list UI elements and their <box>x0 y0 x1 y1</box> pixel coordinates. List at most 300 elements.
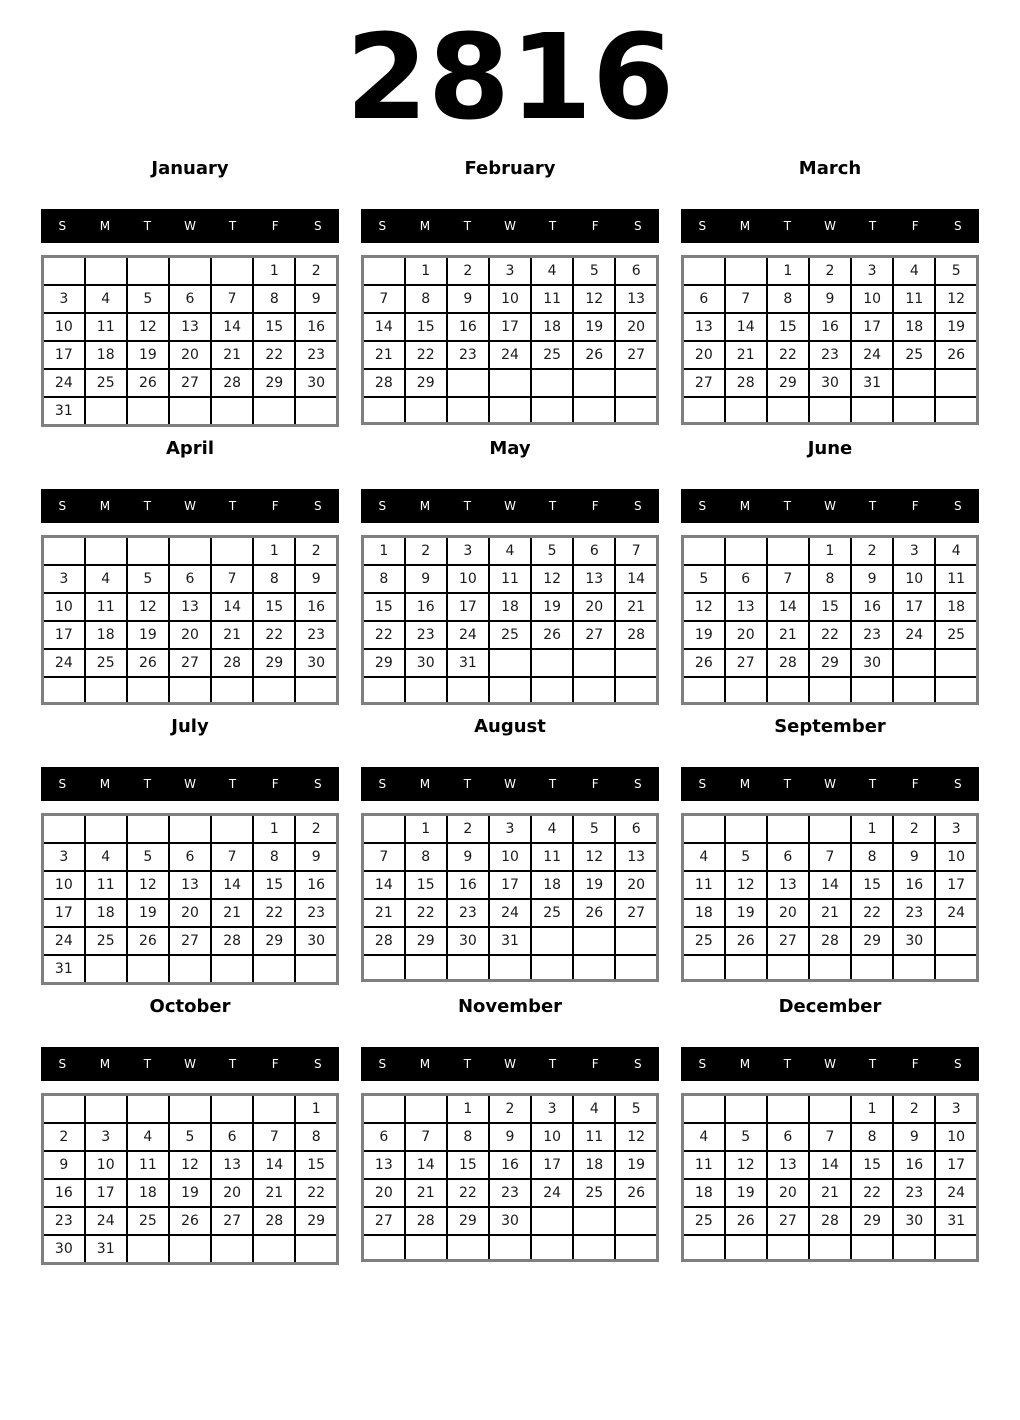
weekday-label: W <box>184 219 196 234</box>
empty-day-cell <box>489 649 531 677</box>
day-cell: 17 <box>935 871 977 899</box>
week-row <box>683 927 978 955</box>
week-row <box>683 843 978 871</box>
weekday-label: F <box>271 219 279 234</box>
month-block <box>681 155 979 427</box>
day-cell: 7 <box>767 565 809 593</box>
weekday-label: S <box>953 219 962 234</box>
day-cell: 21 <box>725 341 767 369</box>
day-cell: 8 <box>253 565 295 593</box>
weekday-label: W <box>824 219 836 234</box>
weekday-label: T <box>143 219 152 234</box>
day-cell: 26 <box>615 1179 657 1207</box>
day-cell: 7 <box>363 285 405 313</box>
empty-day-cell <box>935 397 977 423</box>
day-cell: 14 <box>211 313 253 341</box>
day-cell: 25 <box>127 1207 169 1235</box>
weekday-label: T <box>228 1056 237 1071</box>
day-cell: 10 <box>85 1151 127 1179</box>
day-cell: 7 <box>363 843 405 871</box>
day-cell: 8 <box>253 285 295 313</box>
week-row <box>683 369 978 397</box>
day-cell: 8 <box>809 565 851 593</box>
empty-day-cell <box>363 257 405 286</box>
day-cell: 23 <box>489 1179 531 1207</box>
day-cell: 4 <box>531 814 573 843</box>
day-cell: 3 <box>43 285 85 313</box>
empty-day-cell <box>809 1094 851 1123</box>
week-row <box>363 593 658 621</box>
day-cell: 29 <box>295 1207 337 1235</box>
day-cell: 17 <box>851 313 893 341</box>
empty-day-cell <box>489 1235 531 1261</box>
day-cell: 23 <box>405 621 447 649</box>
weekday-label: M <box>99 499 111 514</box>
empty-day-cell <box>447 369 489 397</box>
day-cell: 10 <box>851 285 893 313</box>
weekday-label: T <box>463 776 472 791</box>
day-cell: 29 <box>253 927 295 955</box>
weekday-label: S <box>58 1056 67 1071</box>
weekday-label: T <box>783 1056 792 1071</box>
day-cell: 15 <box>809 593 851 621</box>
day-cell: 23 <box>447 341 489 369</box>
empty-day-cell <box>211 257 253 286</box>
weekday-label: S <box>633 1056 642 1071</box>
empty-day-cell <box>615 1235 657 1261</box>
day-cell: 30 <box>295 927 337 955</box>
empty-day-cell <box>573 677 615 703</box>
week-row <box>683 397 978 423</box>
empty-day-cell <box>683 257 725 286</box>
month-block <box>681 713 979 985</box>
day-cell: 8 <box>447 1123 489 1151</box>
day-cell: 16 <box>447 313 489 341</box>
day-cell: 20 <box>169 621 211 649</box>
week-row <box>43 1207 338 1235</box>
empty-day-cell <box>573 369 615 397</box>
day-cell: 10 <box>893 565 935 593</box>
empty-day-cell <box>253 397 295 426</box>
week-row <box>43 871 338 899</box>
empty-day-cell <box>211 677 253 703</box>
day-cell: 10 <box>43 313 85 341</box>
day-cell: 23 <box>447 899 489 927</box>
day-cell: 2 <box>893 1094 935 1123</box>
day-cell: 28 <box>211 927 253 955</box>
day-cell: 19 <box>127 621 169 649</box>
empty-day-cell <box>683 677 725 703</box>
day-cell: 1 <box>851 1094 893 1123</box>
weekday-label: F <box>271 499 279 514</box>
empty-day-cell <box>851 955 893 981</box>
empty-day-cell <box>573 955 615 981</box>
month-days-table <box>681 535 979 705</box>
empty-day-cell <box>615 369 657 397</box>
day-cell: 10 <box>531 1123 573 1151</box>
month-block <box>681 435 979 705</box>
day-cell: 8 <box>405 843 447 871</box>
month-title: October <box>149 995 231 1017</box>
weekday-label: M <box>739 1056 751 1071</box>
weekday-header <box>681 209 979 243</box>
weekday-label: T <box>463 219 472 234</box>
day-cell: 24 <box>531 1179 573 1207</box>
weekday-label: T <box>463 499 472 514</box>
empty-day-cell <box>295 1235 337 1264</box>
day-cell: 14 <box>211 593 253 621</box>
weekday-label: T <box>143 1056 152 1071</box>
empty-day-cell <box>935 369 977 397</box>
week-row <box>363 871 658 899</box>
empty-day-cell <box>363 955 405 981</box>
weekday-label: M <box>99 776 111 791</box>
day-cell: 25 <box>893 341 935 369</box>
day-cell: 26 <box>725 1207 767 1235</box>
day-cell: 31 <box>447 649 489 677</box>
day-cell: 7 <box>809 1123 851 1151</box>
day-cell: 16 <box>447 871 489 899</box>
day-cell: 5 <box>615 1094 657 1123</box>
weekday-label: S <box>698 219 707 234</box>
week-row <box>363 927 658 955</box>
day-cell: 27 <box>573 621 615 649</box>
day-cell: 16 <box>893 871 935 899</box>
day-cell: 29 <box>363 649 405 677</box>
week-row <box>43 927 338 955</box>
day-cell: 11 <box>893 285 935 313</box>
day-cell: 8 <box>253 843 295 871</box>
day-cell: 15 <box>253 593 295 621</box>
empty-day-cell <box>127 1094 169 1123</box>
day-cell: 6 <box>169 843 211 871</box>
day-cell: 18 <box>85 899 127 927</box>
empty-day-cell <box>169 537 211 566</box>
day-cell: 15 <box>253 313 295 341</box>
weekday-label: F <box>911 776 919 791</box>
day-cell: 19 <box>573 871 615 899</box>
day-cell: 30 <box>295 369 337 397</box>
day-cell: 31 <box>43 955 85 984</box>
calendar-page <box>0 8 1020 1265</box>
day-cell: 1 <box>447 1094 489 1123</box>
day-cell: 11 <box>573 1123 615 1151</box>
day-cell: 18 <box>127 1179 169 1207</box>
empty-day-cell <box>767 397 809 423</box>
day-cell: 22 <box>851 1179 893 1207</box>
day-cell: 9 <box>295 565 337 593</box>
month-block <box>41 435 339 705</box>
day-cell: 27 <box>211 1207 253 1235</box>
empty-day-cell <box>725 677 767 703</box>
day-cell: 13 <box>211 1151 253 1179</box>
day-cell: 26 <box>127 649 169 677</box>
day-cell: 6 <box>615 257 657 286</box>
day-cell: 21 <box>363 341 405 369</box>
weekday-label: T <box>868 499 877 514</box>
empty-day-cell <box>851 1235 893 1261</box>
empty-day-cell <box>893 677 935 703</box>
weekday-label: F <box>591 499 599 514</box>
empty-day-cell <box>725 955 767 981</box>
day-cell: 10 <box>935 1123 977 1151</box>
day-cell: 21 <box>767 621 809 649</box>
day-cell: 17 <box>85 1179 127 1207</box>
day-cell: 5 <box>725 1123 767 1151</box>
day-cell: 1 <box>363 537 405 566</box>
weekday-label: W <box>824 499 836 514</box>
day-cell: 4 <box>893 257 935 286</box>
week-row <box>43 565 338 593</box>
day-cell: 24 <box>43 369 85 397</box>
day-cell: 5 <box>127 843 169 871</box>
empty-day-cell <box>935 955 977 981</box>
day-cell: 30 <box>447 927 489 955</box>
month-title: November <box>457 995 563 1017</box>
day-cell: 20 <box>169 899 211 927</box>
day-cell: 4 <box>127 1123 169 1151</box>
day-cell: 15 <box>767 313 809 341</box>
day-cell: 9 <box>809 285 851 313</box>
week-row <box>43 1094 338 1123</box>
day-cell: 16 <box>295 593 337 621</box>
weekday-label: F <box>911 1056 919 1071</box>
day-cell: 29 <box>253 369 295 397</box>
month-block <box>41 155 339 427</box>
day-cell: 28 <box>725 369 767 397</box>
day-cell: 7 <box>211 843 253 871</box>
week-row <box>43 257 338 286</box>
day-cell: 13 <box>169 593 211 621</box>
day-cell: 8 <box>851 843 893 871</box>
day-cell: 22 <box>253 899 295 927</box>
day-cell: 5 <box>935 257 977 286</box>
weekday-label: T <box>228 499 237 514</box>
weekday-label: S <box>953 499 962 514</box>
day-cell: 26 <box>683 649 725 677</box>
week-row <box>683 1123 978 1151</box>
day-cell: 10 <box>489 843 531 871</box>
weekday-header <box>361 489 659 523</box>
empty-day-cell <box>405 955 447 981</box>
week-row <box>683 871 978 899</box>
day-cell: 8 <box>767 285 809 313</box>
weekday-label: M <box>99 1056 111 1071</box>
day-cell: 16 <box>295 871 337 899</box>
day-cell: 24 <box>935 1179 977 1207</box>
day-cell: 20 <box>615 871 657 899</box>
empty-day-cell <box>127 1235 169 1264</box>
day-cell: 20 <box>573 593 615 621</box>
day-cell: 30 <box>809 369 851 397</box>
day-cell: 18 <box>893 313 935 341</box>
day-cell: 5 <box>127 565 169 593</box>
empty-day-cell <box>809 1235 851 1261</box>
day-cell: 13 <box>725 593 767 621</box>
empty-day-cell <box>767 955 809 981</box>
weekday-label: S <box>698 499 707 514</box>
day-cell: 5 <box>573 257 615 286</box>
week-row <box>43 1235 338 1264</box>
day-cell: 2 <box>43 1123 85 1151</box>
day-cell: 12 <box>683 593 725 621</box>
empty-day-cell <box>935 649 977 677</box>
day-cell: 24 <box>489 899 531 927</box>
day-cell: 14 <box>363 871 405 899</box>
empty-day-cell <box>683 955 725 981</box>
weekday-label: T <box>548 219 557 234</box>
week-row <box>683 565 978 593</box>
day-cell: 9 <box>851 565 893 593</box>
day-cell: 30 <box>489 1207 531 1235</box>
empty-day-cell <box>363 677 405 703</box>
weekday-label: W <box>504 219 516 234</box>
day-cell: 23 <box>295 621 337 649</box>
day-cell: 1 <box>405 257 447 286</box>
weekday-label: F <box>911 499 919 514</box>
empty-day-cell <box>169 257 211 286</box>
day-cell: 26 <box>531 621 573 649</box>
empty-day-cell <box>893 955 935 981</box>
empty-day-cell <box>767 1235 809 1261</box>
day-cell: 19 <box>725 1179 767 1207</box>
weekday-label: S <box>633 219 642 234</box>
weekday-label: W <box>184 1056 196 1071</box>
weekday-label: F <box>271 1056 279 1071</box>
weekday-label: S <box>953 776 962 791</box>
empty-day-cell <box>85 257 127 286</box>
empty-day-cell <box>85 397 127 426</box>
empty-day-cell <box>725 814 767 843</box>
empty-day-cell <box>43 814 85 843</box>
day-cell: 8 <box>295 1123 337 1151</box>
day-cell: 3 <box>489 257 531 286</box>
day-cell: 3 <box>447 537 489 566</box>
day-cell: 12 <box>573 843 615 871</box>
day-cell: 24 <box>85 1207 127 1235</box>
empty-day-cell <box>169 955 211 984</box>
month-block <box>41 993 339 1265</box>
day-cell: 13 <box>615 285 657 313</box>
empty-day-cell <box>489 369 531 397</box>
day-cell: 14 <box>363 313 405 341</box>
empty-day-cell <box>405 1094 447 1123</box>
day-cell: 7 <box>405 1123 447 1151</box>
week-row <box>363 537 658 566</box>
day-cell: 4 <box>85 565 127 593</box>
month-days-table <box>681 255 979 425</box>
empty-day-cell <box>447 397 489 423</box>
day-cell: 12 <box>935 285 977 313</box>
day-cell: 29 <box>809 649 851 677</box>
empty-day-cell <box>615 1207 657 1235</box>
week-row <box>43 1151 338 1179</box>
week-row <box>683 677 978 703</box>
weekday-label: W <box>184 499 196 514</box>
empty-day-cell <box>725 257 767 286</box>
weekday-header <box>361 1047 659 1081</box>
day-cell: 11 <box>683 871 725 899</box>
empty-day-cell <box>253 677 295 703</box>
weekday-label: S <box>58 499 67 514</box>
week-row <box>43 397 338 426</box>
day-cell: 24 <box>43 927 85 955</box>
empty-day-cell <box>169 1094 211 1123</box>
day-cell: 21 <box>809 899 851 927</box>
empty-day-cell <box>573 1235 615 1261</box>
empty-day-cell <box>211 955 253 984</box>
weekday-label: F <box>591 219 599 234</box>
day-cell: 9 <box>893 1123 935 1151</box>
weekday-label: F <box>591 776 599 791</box>
day-cell: 16 <box>489 1151 531 1179</box>
day-cell: 31 <box>851 369 893 397</box>
day-cell: 20 <box>363 1179 405 1207</box>
weekday-label: S <box>378 219 387 234</box>
day-cell: 11 <box>85 593 127 621</box>
weekday-header <box>41 1047 339 1081</box>
empty-day-cell <box>85 955 127 984</box>
day-cell: 30 <box>893 927 935 955</box>
day-cell: 2 <box>295 814 337 843</box>
empty-day-cell <box>253 1235 295 1264</box>
day-cell: 18 <box>85 341 127 369</box>
empty-day-cell <box>767 814 809 843</box>
weekday-label: S <box>378 776 387 791</box>
day-cell: 30 <box>405 649 447 677</box>
weekday-label: S <box>633 499 642 514</box>
day-cell: 22 <box>253 621 295 649</box>
day-cell: 25 <box>573 1179 615 1207</box>
empty-day-cell <box>683 1094 725 1123</box>
empty-day-cell <box>767 537 809 566</box>
day-cell: 2 <box>809 257 851 286</box>
day-cell: 1 <box>851 814 893 843</box>
day-cell: 25 <box>85 369 127 397</box>
empty-day-cell <box>43 677 85 703</box>
day-cell: 28 <box>809 927 851 955</box>
empty-day-cell <box>893 649 935 677</box>
empty-day-cell <box>725 537 767 566</box>
day-cell: 20 <box>767 1179 809 1207</box>
day-cell: 7 <box>253 1123 295 1151</box>
day-cell: 27 <box>767 927 809 955</box>
weekday-label: S <box>313 499 322 514</box>
day-cell: 23 <box>295 899 337 927</box>
week-row <box>683 1207 978 1235</box>
weekday-label: T <box>548 499 557 514</box>
day-cell: 3 <box>851 257 893 286</box>
empty-day-cell <box>531 677 573 703</box>
month-days-table <box>41 535 339 705</box>
day-cell: 22 <box>447 1179 489 1207</box>
weekday-label: T <box>783 499 792 514</box>
empty-day-cell <box>489 955 531 981</box>
day-cell: 4 <box>935 537 977 566</box>
empty-day-cell <box>683 814 725 843</box>
empty-day-cell <box>253 1094 295 1123</box>
day-cell: 20 <box>211 1179 253 1207</box>
empty-day-cell <box>43 257 85 286</box>
day-cell: 14 <box>809 871 851 899</box>
day-cell: 9 <box>447 285 489 313</box>
weekday-label: S <box>378 499 387 514</box>
day-cell: 18 <box>85 621 127 649</box>
day-cell: 17 <box>489 871 531 899</box>
day-cell: 5 <box>725 843 767 871</box>
day-cell: 21 <box>211 899 253 927</box>
month-title: July <box>171 715 209 737</box>
